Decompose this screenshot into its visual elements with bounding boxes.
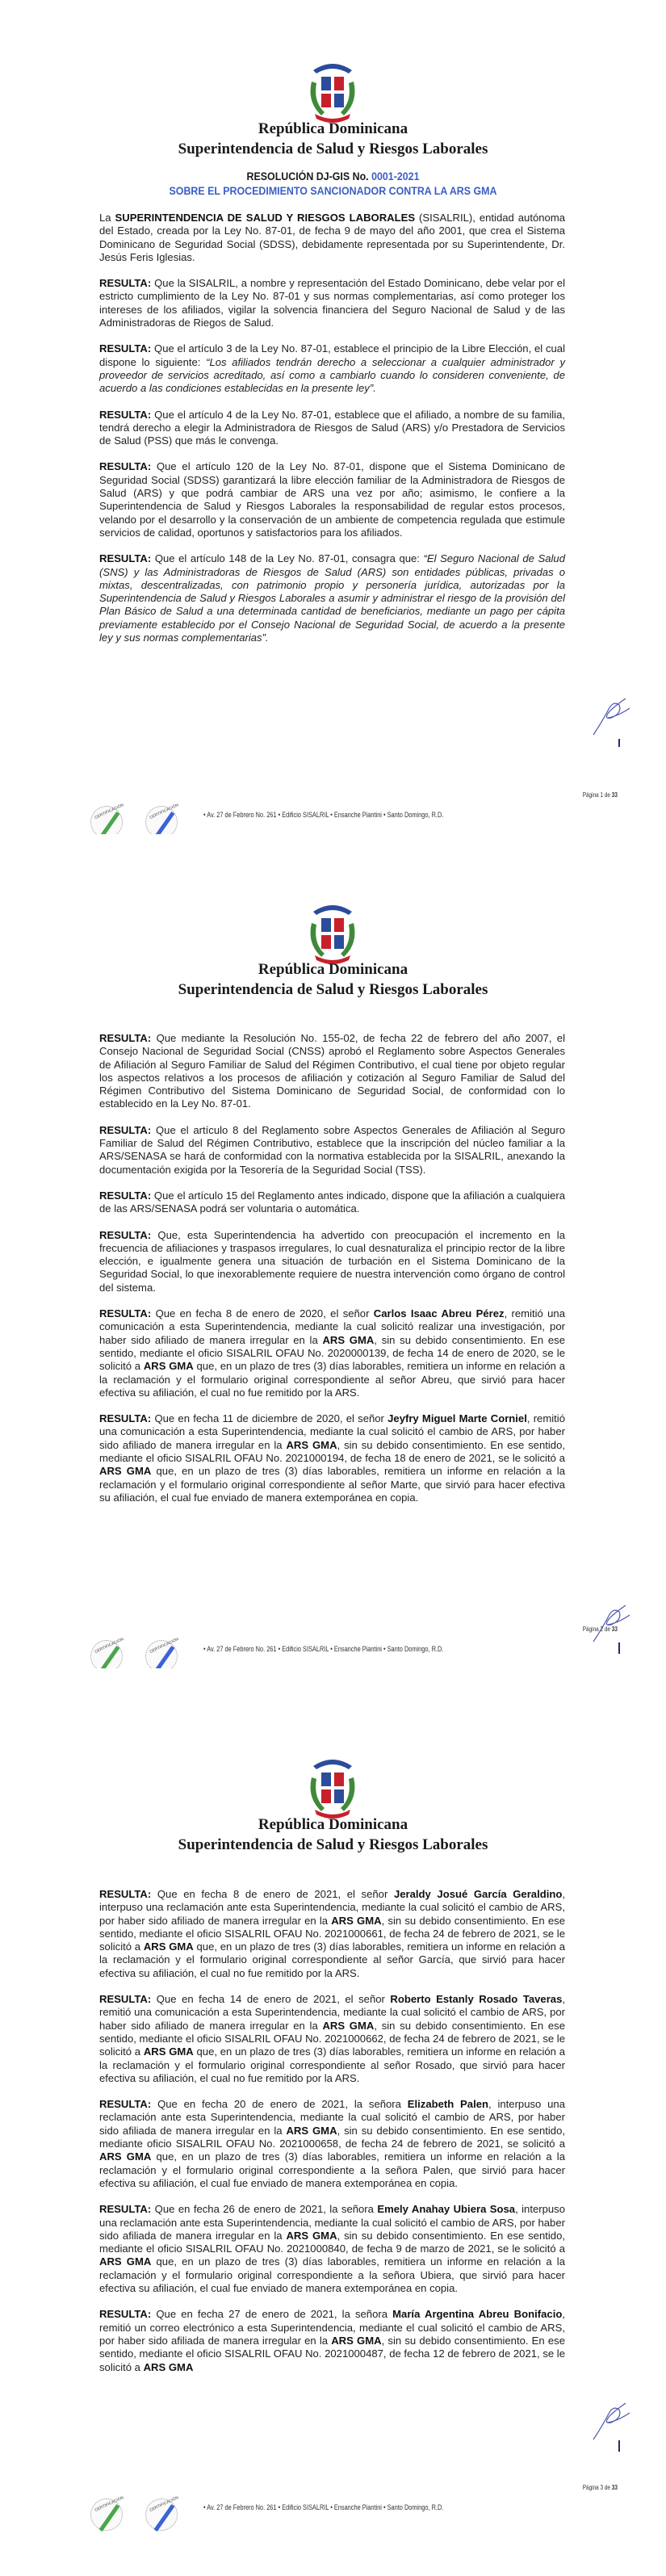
text: que, en un plazo de tres (3) días laborables, remitiera un informe en relación a la reclamación y el formulario original correspondiente a la señora Ubiera, que sirvió para hacer efectiva su afiliación, el cual fue enviado de manera extemporánea en copia. [99,2255,565,2295]
page-footer [0,1626,666,1674]
text: Que la SISALRIL, a nombre y representación del Estado Dominicano, debe velar por el estricto cumplimiento de la Ley No. 87-01 y sus normas complementarias, así como proteger los intereses de los afiliados, vigilar la solvencia financiera del Seguro Nacional de Salud y de las Administradoras de Riegos de Salud. [99,277,565,329]
text: que, en un plazo de tres (3) días laborables, remitiera un informe en relación a la reclamación y el formulario original correspondiente al señor Rosado, que sirvió para hacer efectiva su afiliación, el cual no fue remitido por la ARS. [99,2045,565,2084]
bold-text: RESULTA: [99,1307,152,1320]
page-body [99,1888,565,2387]
letterhead [0,120,666,160]
resolution-paragraph [99,552,565,644]
page-footer [0,791,666,840]
text: que, en un plazo de tres (3) días laborables, remitiera un informe en relación a la reclamación y el formulario original correspondiente al señor García, que sirvió para hacer efectiva su afiliación, el cual no fue remitido por la ARS. [99,1940,565,1979]
footer-address: • Av. 27 de Febrero No. 261 • Edificio SISALRIL • Ensanche Piantini • Santo Domingo, R.D. [203,811,444,819]
text: Que el artículo 4 de la Ley No. 87-01, establece que el afiliado, a nombre de su familia, tendrá derecho a elegir la Administradora de Riesgos de Salud (ARS) y/o Prestadora de Servicios de Salud (PSS) que más le convenga. [99,408,565,447]
page-number: Página 2 de 33 [582,1626,618,1633]
bold-text: Roberto Estanly Rosado Taveras [390,1993,563,2006]
text: , remitió un correo electrónico a esta Superintendencia, mediante el cual solicitó el cambio de ARS, por haber sido afiliada de manera irregular en la [99,2308,565,2347]
page-number: Página 1 de 33 [582,791,618,799]
resolution-number: 0001-2021 [371,170,420,183]
bold-text: ARS GMA [99,1465,152,1478]
certification-badge-green-icon: CERTIFICACIÓN [90,806,123,838]
resolution-paragraph [99,1124,565,1177]
bold-text: RESULTA: [99,1189,152,1202]
country-name: República Dominicana [258,961,408,978]
resolution-paragraph [99,1888,565,1980]
text: Que mediante la Resolución No. 155-02, de fecha 22 de febrero del año 2007, el Consejo Nacional de Seguridad Social (CNSS) aprobó el Reglamento sobre Aspectos Generales de Afiliación al Seguro Familiar de Salud del Régimen Contributivo, el cual tiene por objeto regular los aspectos relativos a los procesos de afiliación y cotización al Seguro Familiar de Salud del Régimen Contributivo del Sistema Dominicano de Seguridad Social, de conformidad con lo establecido en la Ley No. 87-01. [99,1032,565,1110]
certification-badge-green-icon: CERTIFICACIÓN [90,1640,123,1672]
bold-text: Elizabeth Palen [407,2098,488,2111]
text: , sin su debido consentimiento. En ese sentido, mediante el oficio SISALRIL OFAU No. 2021000840, de fecha 9 de marzo de 2021, se le solicitó a [99,2229,565,2255]
text: , sin su debido consentimiento. En ese sentido, mediante el oficio SISALRIL OFAU No. 2021000662, de fecha 24 de febrero de 2021, se le solicitó a [99,2019,565,2058]
bold-text: RESULTA: [99,1123,152,1136]
country-name: República Dominicana [258,120,408,137]
text: Que en fecha 26 de enero de 2021, la señora [151,2203,378,2216]
bold-text: ARS GMA [143,1940,194,1953]
document-page-2 [0,834,666,1668]
coat-of-arms-icon [304,1753,362,1819]
text: Que en fecha 8 de enero de 2020, el señor [151,1307,374,1320]
quoted-text: “El Seguro Nacional de Salud (SNS) y las Administradoras de Riesgos de Salud (ARS) son entidades públicas, privadas o mixtas, descentralizadas, con patrimonio propio y personería jurídica, autorizadas por la Superintendencia de Salud y Riesgos Laborales a asumir y administrar el riesgo de la provisión del Plan Básico de Salud a una determinada cantidad de beneficiarios, mediante un pago per cápita previamente establecido por el Consejo Nacional de Seguridad Social, de acuerdo a la presente ley y sus normas complementarias”. [99,552,565,644]
text: que, en un plazo de tres (3) días laborables, remitiera un informe en relación a la reclamación y el formulario original correspondiente al señor Abreu, que sirvió para hacer efectiva su afiliación, el cual no fue remitido por la ARS. [99,1360,565,1399]
text: , interpuso una reclamación ante esta Superintendencia, mediante la cual solicitó el cambio de ARS, por haber sido afiliada de manera irregular en la [99,2203,565,2242]
bold-text: María Argentina Abreu Bonifacio [392,2308,563,2321]
bold-text: RESULTA: [99,460,152,473]
institution-name: Superintendencia de Salud y Riesgos Laborales [178,1836,488,1853]
text: , remitió una comunicación a esta Superintendencia, mediante la cual solicitó el cambio de ARS, por haber sido afiliado de manera irregular en la [99,1993,565,2032]
letterhead [0,1815,666,1856]
institution-name: Superintendencia de Salud y Riesgos Laborales [178,981,488,998]
bold-text: ARS GMA [331,1914,382,1927]
resolution-paragraph [99,2098,565,2190]
resolution-paragraph [99,1032,565,1111]
text: Que en fecha 8 de enero de 2021, el señor [151,1888,394,1900]
resolution-paragraph [99,1993,565,2085]
bold-text: Jeyfry Miguel Marte Corniel [387,1412,527,1425]
coat-of-arms-icon [304,57,362,124]
certification-badge-blue-icon: CERTIFICACIÓN [145,1640,178,1672]
footer-address: • Av. 27 de Febrero No. 261 • Edificio SISALRIL • Ensanche Piantini • Santo Domingo, R.D. [203,1645,444,1653]
resolution-paragraph [99,1307,565,1399]
text: La [99,212,115,224]
resolution-prefix: RESOLUCIÓN DJ-GIS No. [246,170,372,183]
resolution-subtitle: SOBRE EL PROCEDIMIENTO SANCIONADOR CONTRA LA ARS GMA [169,185,497,197]
bold-text: RESULTA: [99,1888,152,1900]
bold-text: RESULTA: [99,552,152,565]
bold-text: Emely Anahay Ubiera Sosa [377,2203,516,2216]
bold-text: ARS GMA [143,1360,194,1373]
coat-of-arms-icon [304,899,362,965]
resolution-paragraph [99,409,565,448]
bold-text: ARS GMA [143,2045,194,2058]
quoted-text: “Los afiliados tendrán derecho a seleccionar a cualquier administrador y proveedor de servicios acreditado, así como a cambiarlo cuando lo consideren conveniente, de acuerdo a las condiciones establecidas en la presente ley”. [99,355,565,395]
bold-text: ARS GMA [331,2334,382,2347]
bold-text: RESULTA: [99,2308,152,2321]
page-body [99,212,565,657]
bold-text: ARS GMA [143,2360,194,2373]
text: Que el artículo 148 de la Ley No. 87-01, consagra que: [151,552,424,565]
text: , interpuso una reclamación ante esta Superintendencia, mediante la cual solicitó el cambio de ARS, por haber sido afiliada de manera irregular en la [99,2098,565,2137]
text: , sin su debido consentimiento. En ese sentido, mediante el oficio SISALRIL OFAU No. 2021000661, de fecha 24 de febrero de 2021, se le solicitó a [99,1914,565,1953]
footer-address: • Av. 27 de Febrero No. 261 • Edificio SISALRIL • Ensanche Piantini • Santo Domingo, R.D. [203,2503,444,2511]
text: Que, esta Superintendencia ha advertido con preocupación el incremento en la frecuencia de afiliaciones y traspasos irregulares, lo cual desnaturaliza el principio rector de la libre elección, e igualmente genera una situación de turbación en el Sistema Dominicano de la Seguridad Social, lo que inexorablemente requiere de nuestra intervención como órgano de control del sistema. [99,1228,565,1294]
bold-text: ARS GMA [286,1438,337,1451]
bold-text: ARS GMA [286,2124,337,2137]
bold-text: ARS GMA [322,1333,375,1346]
text: Que en fecha 20 de enero de 2021, la señora [151,2098,408,2111]
country-name: República Dominicana [258,1816,408,1833]
page-footer [0,2484,666,2532]
text: Que el artículo 15 del Reglamento antes indicado, dispone que la afiliación a cualquiera de las ARS/SENASA podrá ser voluntaria o automática. [99,1189,565,1215]
signature-initials [585,690,642,747]
signature-initials [585,2395,642,2452]
bold-text: RESULTA: [99,2203,152,2216]
text: , sin su debido consentimiento. En ese sentido, mediante oficio SISALRIL OFAU No. 2021000658, de fecha 24 de febrero de 2021, se solicitó a [99,2124,565,2150]
bold-text: RESULTA: [99,1032,152,1044]
letterhead [0,960,666,1001]
bold-text: ARS GMA [99,2255,152,2268]
resolution-paragraph [99,1412,565,1504]
resolution-paragraph [99,460,565,539]
text: Que el artículo 8 del Reglamento sobre Aspectos Generales de Afiliación al Seguro Familiar de Salud del Régimen Contributivo, establece que la inscripción del núcleo familiar a la ARS/SENASA se hará de conformidad con la normativa establecida por la SISALRIL, anexando la documentación exigida por la Tesorería de la Seguridad Social (TSS). [99,1123,565,1176]
text: Que el artículo 3 de la Ley No. 87-01, establece el principio de la Libre Elección, el cual dispone lo siguiente: [99,342,565,368]
resolution-title [27,170,639,199]
text: , remitió una comunicación a esta Superintendencia, mediante la cual solicitó realizar una investigación, por haber sido afiliado de manera irregular en la [99,1307,565,1346]
text: Que en fecha 27 de enero de 2021, la señora [151,2308,393,2321]
resolution-paragraph [99,2203,565,2295]
resolution-paragraph [99,1189,565,1216]
institution-name: Superintendencia de Salud y Riesgos Laborales [178,141,488,157]
text: , remitió una comunicación a esta Superintendencia, mediante la cual solicitó el cambio de ARS, por haber sido afiliado de manera irregular en la [99,1412,565,1451]
bold-text: ARS GMA [99,2150,152,2163]
resolution-paragraph [99,1229,565,1294]
text: Que en fecha 14 de enero de 2021, el señor [151,1993,391,2006]
certification-badge-blue-icon: CERTIFICACIÓN [145,2498,178,2531]
text: Que en fecha 11 de diciembre de 2020, el señor [151,1412,388,1425]
page-number: Página 3 de 33 [582,2484,618,2491]
certification-badge-blue-icon: CERTIFICACIÓN [145,806,178,838]
resolution-paragraph [99,2308,565,2373]
text: , sin su debido consentimiento. En ese sentido, mediante el oficio SISALRIL OFAU No. 2021000487, de fecha 12 de febrero de 2021, se le solicitó a [99,2334,565,2373]
text: , sin su debido consentimiento. En ese sentido, mediante el oficio SISALRIL OFAU No. 2020000139, de fecha 14 de enero de 2020, se le solicitó a [99,1333,565,1373]
bold-text: ARS GMA [286,2229,337,2242]
bold-text: RESULTA: [99,408,152,421]
text: que, en un plazo de tres (3) días laborables, remitiera un informe en relación a la reclamación y el formulario original correspondiente al señor Marte, que sirvió para hacer efectiva su afiliación, el cual fue enviado de manera extemporánea en copia. [99,1465,565,1504]
text: que, en un plazo de tres (3) días laborables, remitiera un informe en relación a la reclamación y el formulario original correspondiente a la señora Palen, que sirvió para hacer efectiva su afiliación, el cual fue enviado de manera extemporánea en copia. [99,2150,565,2189]
document-page-1 [0,0,666,834]
bold-text: SUPERINTENDENCIA DE SALUD Y RIESGOS LABORALES [115,212,416,224]
bold-text: RESULTA: [99,1412,152,1425]
text: (SISALRIL), entidad autónoma del Estado, creada por la Ley No. 87-01, de fecha 9 de mayo del año 2001, que crea el Sistema Dominicano de Seguridad Social (SDSS), debidamente representada por su Superintendente, Dr. Jesús Feris Iglesias. [99,212,566,263]
bold-text: ARS GMA [322,2019,375,2032]
resolution-paragraph [99,342,565,395]
certification-badge-green-icon: CERTIFICACIÓN [90,2498,123,2531]
bold-text: RESULTA: [99,2098,152,2111]
bold-text: Carlos Isaac Abreu Pérez [373,1307,505,1320]
text: , sin su debido consentimiento. En ese sentido, mediante el oficio SISALRIL OFAU No. 2021000194, de fecha 18 de enero de 2021, se le solicitó a [99,1438,565,1465]
bold-text: RESULTA: [99,1993,152,2006]
bold-text: RESULTA: [99,277,152,290]
text: Que el artículo 120 de la Ley No. 87-01, dispone que el Sistema Dominicano de Seguridad Social (SDSS) garantizará la libre elección familiar de la Administradora de Riesgos de Salud (ARS) y que podrá cambiar de ARS una vez por año; asimismo, le confiere a la Superintendencia de Salud y Riesgos Laborales la responsabilidad de regular estos procesos, velando por el desarrollo y la conservación de un ambiente de competencia regulada que estimule servicios de calidad, oportunos y satisfactorios para los afiliados. [99,460,565,539]
resolution-paragraph [99,277,565,329]
document-page-3 [0,1668,666,2513]
bold-text: Jeraldy Josué García Geraldino [393,1888,563,1900]
bold-text: RESULTA: [99,1228,152,1241]
resolution-paragraph [99,212,565,264]
text: , interpuso una reclamación ante esta Superintendencia, mediante la cual solicitó el cambio de ARS, por haber sido afiliado de manera irregular en la [99,1888,565,1927]
page-body [99,1032,565,1517]
bold-text: RESULTA: [99,342,152,355]
